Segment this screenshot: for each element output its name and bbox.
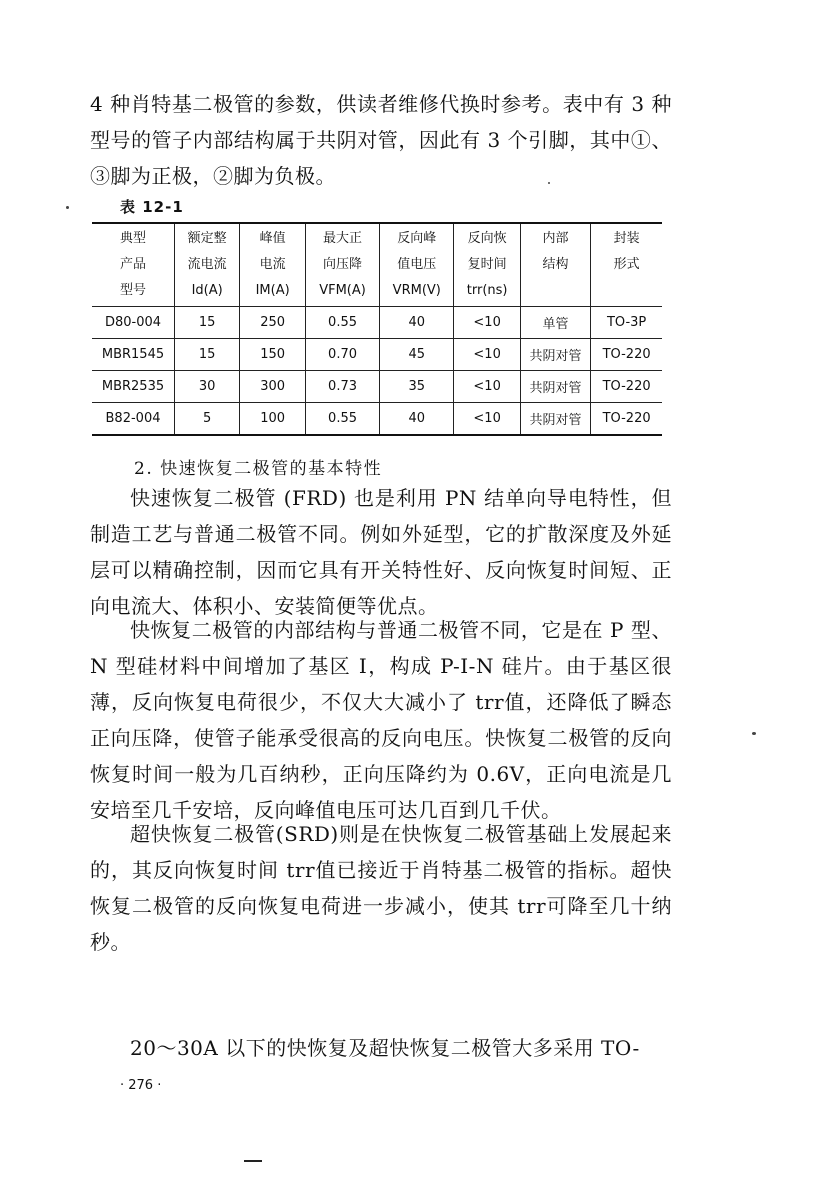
cell-reverse-voltage: 35 [380, 371, 454, 403]
header-line: VFM(A) [319, 283, 366, 298]
cell-model: B82-004 [92, 403, 175, 436]
cell-reverse-voltage: 45 [380, 339, 454, 371]
cell-recovery-time: <10 [454, 307, 520, 339]
header-cell [591, 223, 662, 307]
cell-peak-current: 300 [240, 371, 306, 403]
body-paragraph: 快速恢复二极管 (FRD) 也是利用 PN 结单向导电特性，但制造工艺与普通二极管不同。例如外延型，它的扩散深度及外延层可以精确控制，因而它具有开关特性好、反向恢复时间短、正向电流大、体积小、安装简便等优点。 [90, 486, 672, 618]
cell-peak-current: 150 [240, 339, 306, 371]
header-cell [454, 223, 520, 307]
table-row [92, 403, 662, 436]
cell-package: TO-220 [591, 371, 662, 403]
header-cell [520, 223, 590, 307]
header-line: 型号 [119, 283, 146, 298]
cell-recovery-time: <10 [454, 403, 520, 436]
header-line: 流电流 [187, 257, 227, 272]
body-paragraph: 快恢复二极管的内部结构与普通二极管不同，它是在 P 型、N 型硅材料中间增加了基区 I，构成 P-I-N 硅片。由于基区很薄，反向恢复电荷很少，不仅大大减小了 trr值，还降低了瞬态正向压降，使管子能承受很高的反向电压。快恢复二极管的反向恢复时间一般为几百纳秒，正向压降约为 0.6V，正向电流是几安培至几千安培，反向峰值电压可达几百到几千伏。 [90, 618, 672, 822]
scan-speck [548, 182, 550, 184]
header-line: 封装 [613, 231, 640, 246]
cell-structure: 共阴对管 [520, 371, 590, 403]
cell-rated-current: 15 [175, 339, 240, 371]
header-line: 值电压 [397, 257, 437, 272]
header-cell [92, 223, 175, 307]
cell-peak-current: 100 [240, 403, 306, 436]
header-line: 反向峰 [397, 231, 437, 246]
header-cell [240, 223, 306, 307]
cell-structure: 共阴对管 [520, 403, 590, 436]
header-line: 额定整 [187, 231, 227, 246]
cell-forward-voltage: 0.70 [305, 339, 379, 371]
body-paragraph: 超快恢复二极管(SRD)则是在快恢复二极管基础上发展起来的，其反向恢复时间 trr值已接近于肖特基二极管的指标。超快恢复二极管的反向恢复电荷进一步减小，使其 trr可降至几十纳秒。 [90, 822, 672, 954]
table-row [92, 371, 662, 403]
header-line: trr(ns) [466, 283, 508, 298]
header-cell [380, 223, 454, 307]
header-line: 典型 [119, 231, 146, 246]
scan-speck [66, 206, 69, 209]
table-header-row [92, 223, 662, 307]
cell-forward-voltage: 0.73 [305, 371, 379, 403]
header-line: 形式 [613, 257, 640, 272]
cell-package: TO-3P [591, 307, 662, 339]
page-number: · 276 · [120, 1078, 162, 1093]
header-line: 峰值 [259, 231, 286, 246]
header-line: 电流 [259, 257, 286, 272]
cell-reverse-voltage: 40 [380, 403, 454, 436]
header-cell [175, 223, 240, 307]
table-row [92, 339, 662, 371]
header-line: Id(A) [191, 283, 223, 298]
cell-rated-current: 5 [175, 403, 240, 436]
scan-mark [244, 1160, 262, 1162]
header-line: 结构 [542, 257, 569, 272]
cell-forward-voltage: 0.55 [305, 307, 379, 339]
cell-reverse-voltage: 40 [380, 307, 454, 339]
header-line: 最大正 [323, 231, 363, 246]
scan-speck [752, 732, 756, 735]
cell-forward-voltage: 0.55 [305, 403, 379, 436]
cell-model: MBR2535 [92, 371, 175, 403]
cell-package: TO-220 [591, 339, 662, 371]
header-line: 产品 [119, 257, 146, 272]
header-line: 复时间 [467, 257, 507, 272]
body-paragraph: 20～30A 以下的快恢复及超快恢复二极管大多采用 TO- [130, 1036, 640, 1060]
cell-rated-current: 15 [175, 307, 240, 339]
cell-structure: 单管 [520, 307, 590, 339]
header-line: IM(A) [255, 283, 290, 298]
header-line: VRM(V) [392, 283, 441, 298]
cell-recovery-time: <10 [454, 371, 520, 403]
diode-spec-table [92, 222, 662, 436]
header-line: 向压降 [323, 257, 363, 272]
header-cell [305, 223, 379, 307]
table-row [92, 307, 662, 339]
cell-recovery-time: <10 [454, 339, 520, 371]
cell-rated-current: 30 [175, 371, 240, 403]
table-caption: 表 12-1 [120, 198, 184, 216]
cell-package: TO-220 [591, 403, 662, 436]
cell-peak-current: 250 [240, 307, 306, 339]
header-line: 内部 [542, 231, 569, 246]
header-line: 反向恢 [467, 231, 507, 246]
cell-model: MBR1545 [92, 339, 175, 371]
section-heading: 2. 快速恢复二极管的基本特性 [134, 459, 383, 479]
cell-structure: 共阴对管 [520, 339, 590, 371]
intro-paragraph: 4 种肖特基二极管的参数，供读者维修代换时参考。表中有 3 种型号的管子内部结构属于共阴对管，因此有 3 个引脚，其中①、③脚为正极，②脚为负极。 [90, 92, 672, 188]
cell-model: D80-004 [92, 307, 175, 339]
